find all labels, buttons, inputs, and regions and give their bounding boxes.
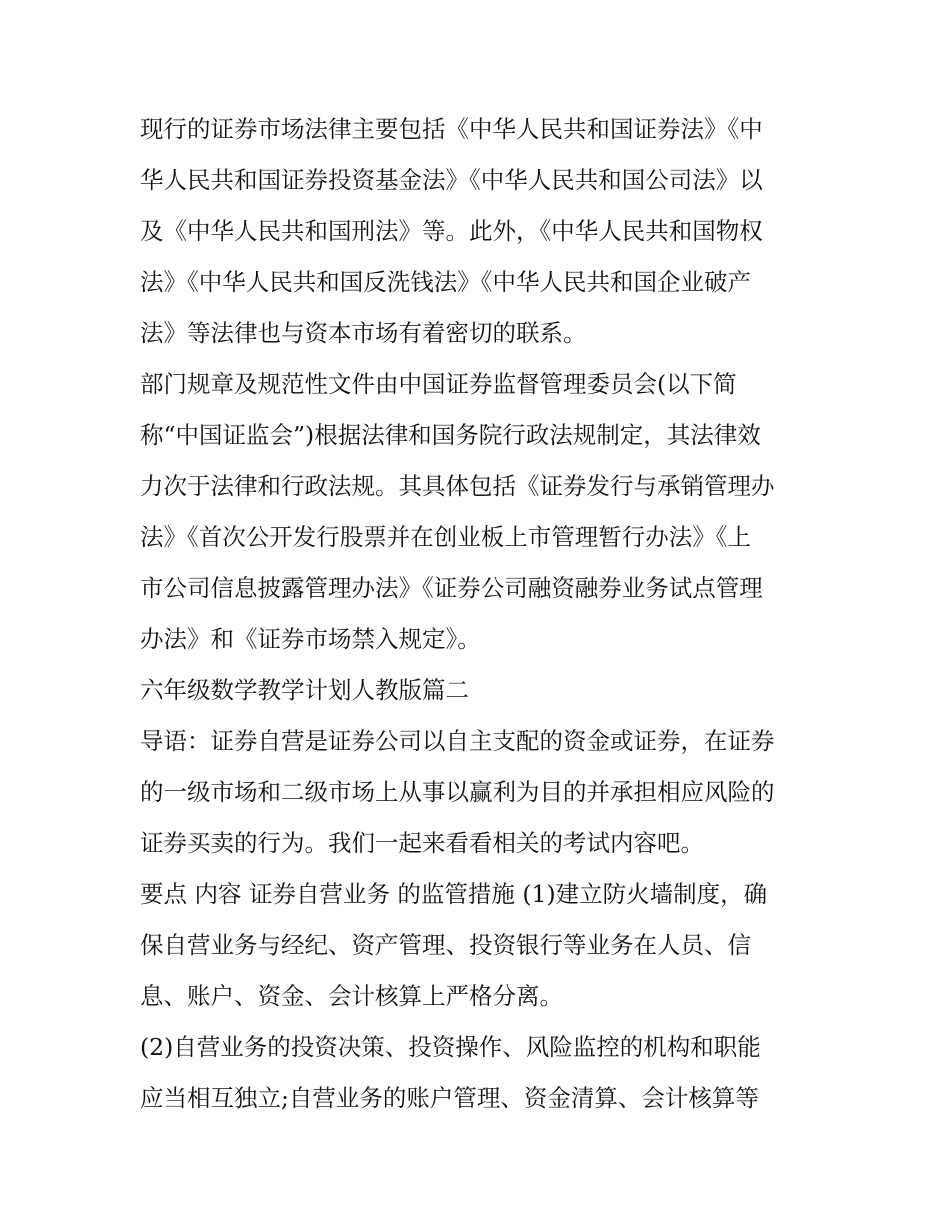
text-line: 要点 内容 证券自营业务 的监管措施 (1)建立防火墙制度，确	[140, 880, 768, 908]
paragraph-securities-laws	[140, 104, 816, 359]
text-line: 现行的证券市场法律主要包括《中华人民共和国证券法》《中	[140, 115, 763, 143]
text-line: 及《中华人民共和国刑法》等。此外，《中华人民共和国物权	[140, 217, 763, 245]
document-page	[140, 104, 816, 1124]
text-line: 市公司信息披露管理办法》《证券公司融资融券业务试点管理	[140, 574, 763, 602]
text-line: 的一级市场和二级市场上从事以赢利为目的并承担相应风险的	[140, 778, 775, 806]
text-line: 法》等法律也与资本市场有着密切的联系。	[140, 319, 587, 347]
text-line: 法》《首次公开发行股票并在创业板上市管理暂行办法》《上	[140, 523, 751, 551]
text-line: 华人民共和国证券投资基金法》《中华人民共和国公司法》以	[140, 166, 763, 194]
paragraph-intro	[140, 716, 816, 869]
paragraph-department-rules	[140, 359, 816, 665]
text-line: 称“中国证监会”)根据法律和国务院行政法规制定，其法律效	[140, 421, 761, 449]
text-line: 办法》和《证券市场禁入规定》。	[140, 625, 481, 653]
text-line: 法》《中华人民共和国反洗钱法》《中华人民共和国企业破产	[140, 268, 751, 296]
text-line: 应当相互独立;自营业务的账户管理、资金清算、会计核算等	[140, 1084, 759, 1112]
text-line: 证券买卖的行为。我们一起来看看相关的考试内容吧。	[140, 829, 704, 857]
section-heading	[140, 665, 816, 716]
paragraph-key-points	[140, 869, 816, 1022]
text-line: 息、账户、资金、会计核算上严格分离。	[140, 982, 563, 1010]
text-line: 导语：证券自营是证券公司以自主支配的资金或证券，在证券	[140, 727, 775, 755]
text-line: 部门规章及规范性文件由中国证券监督管理委员会(以下简	[140, 370, 737, 398]
text-line: (2)自营业务的投资决策、投资操作、风险监控的机构和职能	[140, 1033, 761, 1061]
text-line: 力次于法律和行政法规。其具体包括《证券发行与承销管理办	[140, 472, 775, 500]
text-line: 保自营业务与经纪、资产管理、投资银行等业务在人员、信	[140, 931, 751, 959]
paragraph-independence	[140, 1022, 816, 1124]
heading-text: 六年级数学教学计划人教版篇二	[140, 676, 469, 704]
